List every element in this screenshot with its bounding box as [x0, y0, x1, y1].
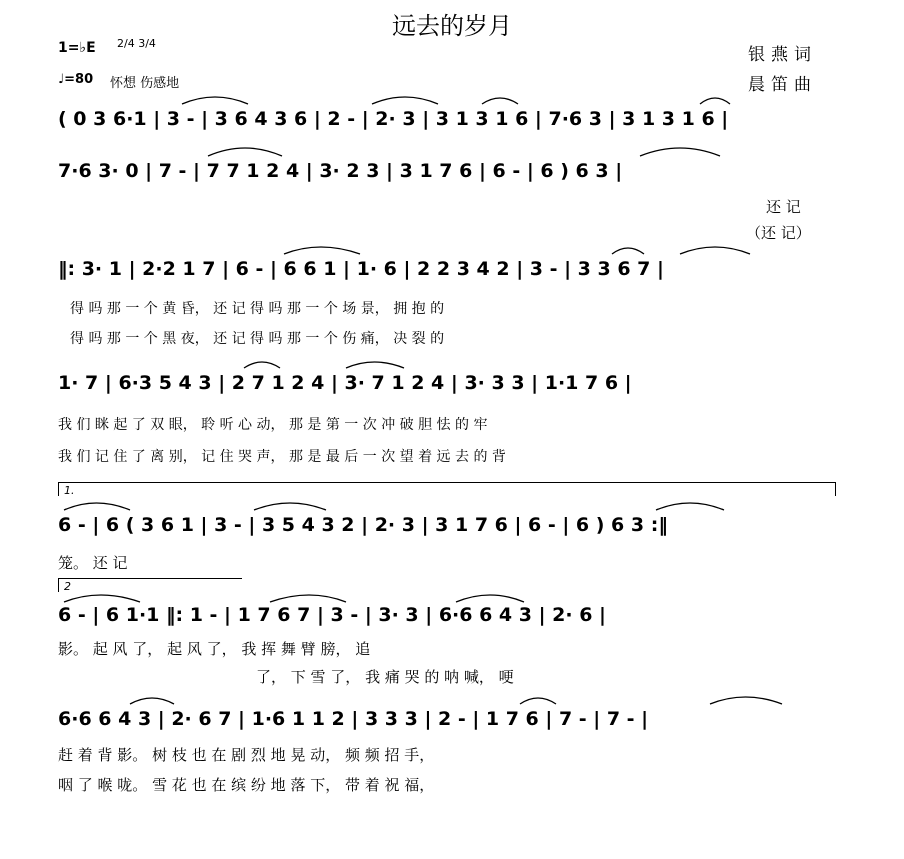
lyric-line-4a: 我 们 眯 起 了 双 眼， 聆 听 心 动， 那 是 第 一 次 冲 破 胆 怯 的 牢	[58, 417, 488, 433]
slur	[640, 148, 720, 156]
lyric-line-6b: 了， 下 雪 了， 我 痛 哭 的 呐 喊， 哽	[256, 668, 514, 686]
notation-line-4: 1· 7 | 6·3 5 4 3 | 2 7 1 2 4 | 3· 7 1 2 4 | 3· 3 3 | 1·1 7 6 |	[58, 372, 632, 394]
slur	[482, 98, 518, 104]
song-title: 远去的岁月	[392, 12, 512, 40]
slur	[456, 595, 524, 602]
slur	[64, 595, 140, 602]
composer-credit: 晨笛曲	[748, 75, 817, 95]
notation-line-2: 7·6 3· 0 | 7 - | 7 7 1 2 4 | 3· 2 3 | 3 1 7 6 | 6 - | 6 ) 6 3 |	[58, 160, 623, 182]
lyric-line-5a: 笼。 还 记	[58, 554, 128, 572]
volta-2-label: 2	[64, 580, 71, 593]
slur	[612, 248, 644, 254]
slur	[680, 247, 750, 254]
lyric-line-2a: 还 记	[766, 198, 801, 216]
lyric-line-6a: 影。 起 风 了， 起 风 了， 我 挥 舞 臂 膀， 追	[58, 640, 371, 658]
lyric-line-4b: 我 们 记 住 了 离 别， 记 住 哭 声， 那 是 最 后 一 次 望 着 远 去 的 背	[58, 449, 506, 465]
slur	[284, 247, 360, 254]
notation-line-1: ( 0 3 6·1 | 3 - | 3 6 4 3 6 | 2 - | 2· 3 | 3 1 3 1 6 | 7·6 3 | 3 1 3 1 6 |	[58, 108, 729, 130]
slur	[656, 503, 724, 510]
slur	[208, 148, 282, 156]
lyric-line-3b: 得 吗 那 一 个 黑 夜， 还 记 得 吗 那 一 个 伤 痛， 决 裂 的	[70, 331, 445, 347]
slur	[254, 503, 326, 510]
notation-line-6: 6 - | 6 1·1 ‖: 1 - | 1 7 6 7 | 3 - | 3· 3 | 6·6 6 4 3 | 2· 6 |	[58, 604, 606, 626]
lyric-line-2b: （还 记）	[746, 224, 811, 242]
time-signature-1: 2/4	[117, 37, 135, 50]
lyric-line-7a: 赶 着 背 影。 树 枝 也 在 剧 烈 地 晃 动， 频 频 招 手，	[58, 746, 435, 764]
notation-line-7: 6·6 6 4 3 | 2· 6 7 | 1·6 1 1 2 | 3 3 3 | 2 - | 1 7 6 | 7 - | 7 - |	[58, 708, 649, 730]
key-signature: 1=♭E	[58, 40, 96, 56]
tempo-marking: ♩=80	[58, 72, 94, 87]
slur	[520, 698, 556, 704]
slur	[244, 362, 280, 368]
slur	[270, 595, 346, 602]
slur	[710, 697, 782, 704]
lyric-line-7b: 咽 了 喉 咙。 雪 花 也 在 缤 纷 地 落 下， 带 着 祝 福，	[58, 776, 435, 794]
time-signature-2: 3/4	[138, 37, 156, 50]
lyric-line-3a: 得 吗 那 一 个 黄 昏， 还 记 得 吗 那 一 个 场 景， 拥 抱 的	[70, 301, 445, 317]
lyricist-credit: 银燕词	[748, 45, 817, 65]
notation-line-5: 6 - | 6 ( 3 6 1 | 3 - | 3 5 4 3 2 | 2· 3 | 3 1 7 6 | 6 - | 6 ) 6 3 :‖	[58, 514, 668, 536]
slur	[130, 698, 174, 704]
slur	[64, 503, 130, 510]
slur	[182, 97, 248, 104]
slur	[700, 98, 730, 104]
slur	[372, 97, 438, 104]
expression-marking: 怀想 伤感地	[110, 76, 180, 91]
volta-1-label: 1.	[64, 484, 75, 497]
slur	[346, 362, 404, 368]
notation-line-3: ‖: 3· 1 | 2·2 1 7 | 6 - | 6 6 1 | 1· 6 | 2 2 3 4 2 | 3 - | 3 3 6 7 |	[58, 258, 664, 280]
